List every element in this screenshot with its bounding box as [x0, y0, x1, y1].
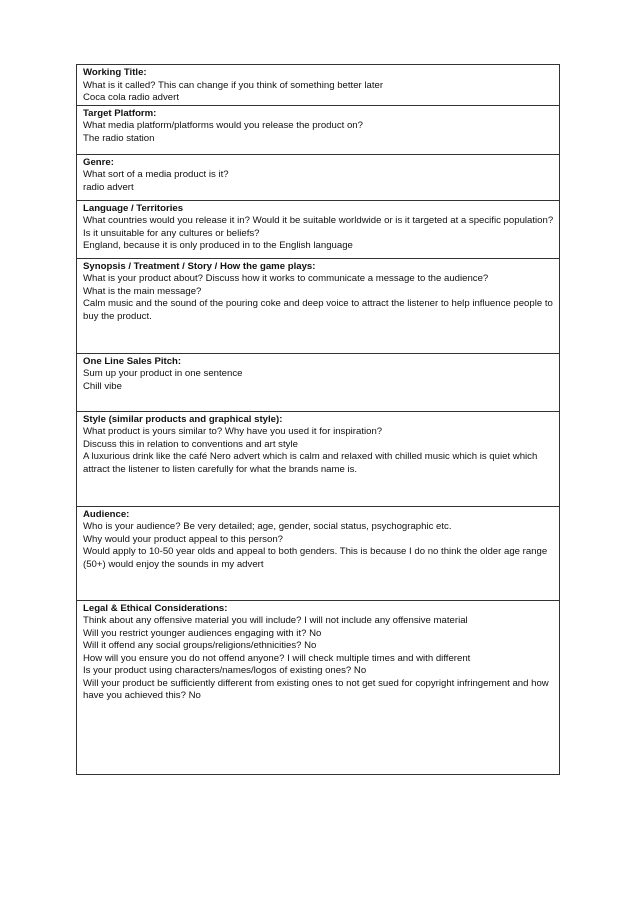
- sales-pitch-row: [77, 353, 560, 411]
- section-heading: Working Title:: [83, 67, 147, 78]
- section-line: Think about any offensive material you will include? I will not include any offensive material: [83, 615, 468, 626]
- section-line: What countries would you release it in? Would it be suitable worldwide or is it targeted at a specific population? Is it unsuitable for any cultures or beliefs?: [83, 215, 554, 239]
- audience-cell: [77, 506, 560, 600]
- section-line: Will it offend any social groups/religions/ethnicities? No: [83, 640, 317, 651]
- section-line: radio advert: [83, 181, 134, 193]
- language-territories-cell: [77, 200, 560, 258]
- section-heading: Language / Territories: [83, 202, 184, 214]
- section-heading: One Line Sales Pitch:: [83, 355, 182, 367]
- section-heading: Audience:: [83, 508, 130, 520]
- proposal-form-table: [76, 64, 560, 775]
- section-line: Coca cola radio advert: [83, 92, 179, 103]
- section-line: What media platform/platforms would you release the product on?: [83, 120, 363, 131]
- section-line: A luxurious drink like the café Nero advert which is calm and relaxed with chilled music which is quiet which attract the listener to listen carefully for what the brands name is.: [83, 451, 538, 475]
- working-title-cell: [77, 65, 560, 106]
- section-line: Chill vibe: [83, 380, 122, 392]
- section-line: Who is your audience? Be very detailed; age, gender, social status, psychographic etc.: [83, 521, 452, 532]
- section-line: Will you restrict younger audiences engaging with it? No: [83, 627, 322, 639]
- section-line: What is the main message?: [83, 285, 202, 297]
- section-line: What is it called? This can change if you think of something better later: [83, 79, 384, 91]
- section-line: How will you ensure you do not offend anyone? I will check multiple times and with different: [83, 652, 471, 664]
- section-heading: Legal & Ethical Considerations:: [83, 602, 228, 614]
- section-line: Would apply to 10-50 year olds and appeal to both genders. This is because I do no think the older age range (50+) would enjoy the sounds in my advert: [83, 546, 548, 570]
- section-line: Why would your product appeal to this person?: [83, 533, 283, 545]
- working-title-row: [77, 65, 560, 106]
- section-heading: Target Platform:: [83, 107, 157, 119]
- section-line: Discuss this in relation to conventions and art style: [83, 438, 298, 450]
- section-line: Calm music and the sound of the pouring coke and deep voice to attract the listener to help influence people to buy the product.: [83, 298, 553, 322]
- genre-row: [77, 154, 560, 200]
- section-line: What sort of a media product is it?: [83, 169, 229, 180]
- legal-ethical-cell: [77, 600, 560, 774]
- section-heading: Style (similar products and graphical style):: [83, 413, 283, 425]
- legal-ethical-row: [77, 600, 560, 774]
- section-line: The radio station: [83, 132, 155, 144]
- section-line: Is your product using characters/names/logos of existing ones? No: [83, 665, 367, 676]
- section-heading: Synopsis / Treatment / Story / How the game plays:: [83, 260, 316, 272]
- genre-cell: [77, 154, 560, 200]
- section-line: Sum up your product in one sentence: [83, 368, 243, 379]
- audience-row: [77, 506, 560, 600]
- section-line: What is your product about? Discuss how it works to communicate a message to the audience?: [83, 273, 489, 284]
- sales-pitch-cell: [77, 353, 560, 411]
- section-line: What product is yours similar to? Why have you used it for inspiration?: [83, 426, 383, 437]
- language-territories-row: [77, 200, 560, 258]
- section-line: Will your product be sufficiently different from existing ones to not get sued for copyright infringement and how have you achieved this? No: [83, 677, 549, 701]
- style-cell: [77, 411, 560, 506]
- synopsis-cell: [77, 258, 560, 353]
- synopsis-row: [77, 258, 560, 353]
- style-row: [77, 411, 560, 506]
- section-heading: Genre:: [83, 156, 114, 168]
- target-platform-row: [77, 105, 560, 154]
- target-platform-cell: [77, 105, 560, 154]
- section-line: England, because it is only produced in to the English language: [83, 240, 353, 251]
